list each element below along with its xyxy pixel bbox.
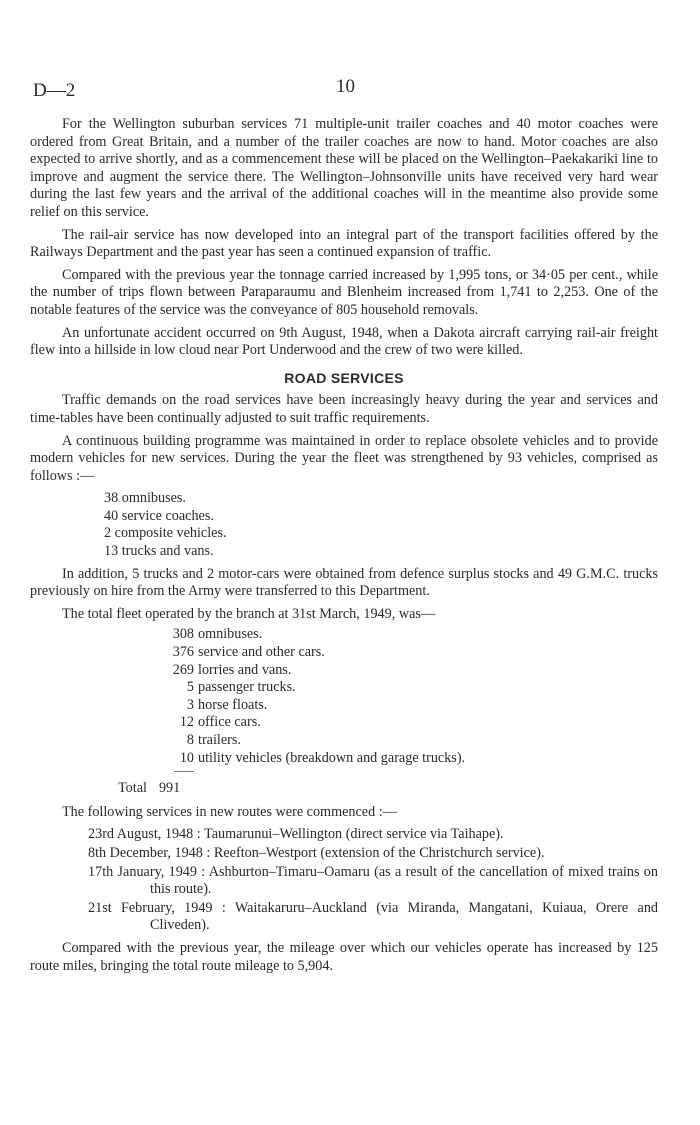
list-item: [88, 845, 658, 863]
fleet-count: 3: [186, 696, 194, 713]
paragraph-building-programme: A continuous building programme was maintained in order to replace obsolete vehicles and to provide modern vehicles for new services. During the year the fleet was strengthened by 93 vehicles, comprised as follows :—: [30, 432, 658, 484]
fleet-count: 269: [172, 661, 194, 678]
fleet-count: 10: [179, 749, 194, 766]
paragraph-traffic-demands: Traffic demands on the road services have been increasingly heavy during the year and services and time-tables have been continually adjusted to suit traffic requirements.: [30, 392, 658, 426]
list-item: [172, 626, 658, 644]
list-item: 40 service coaches.: [104, 507, 214, 524]
list-item: [172, 662, 658, 680]
fleet-label: omnibuses.: [198, 626, 263, 643]
paragraph-route-mileage: Compared with the previous year, the mileage over which our vehicles operate has increased by 125 route miles, bringing the total route mileage to 5,904.: [30, 939, 658, 974]
fleet-additions-list: [104, 490, 658, 560]
document-code: D—2: [33, 80, 76, 101]
page-body: [30, 116, 658, 980]
fleet-label: trailers.: [198, 732, 241, 748]
paragraph-total-fleet: The total fleet operated by the branch at 31st March, 1949, was—: [62, 605, 436, 622]
fleet-count: 376: [172, 644, 194, 661]
total-fleet-list: [172, 626, 658, 767]
paragraph-rail-air-service: The rail-air service has now developed into an integral part of the transport facilities offered by the Railways Department and the past year has seen a continued expansion of traffic.: [30, 226, 658, 261]
paragraph-rail-air-tonnage: Compared with the previous year the tonnage carried increased by 1,995 tons, or 34·05 per cent., while the number of trips flown between Paraparaumu and Blenheim increased from 1,741 to 2,253. One of the notable features of the service was the conveyance of 805 household removals.: [30, 266, 658, 318]
paragraph-new-routes-intro: The following services in new routes were commenced :—: [62, 803, 397, 820]
list-item: [172, 644, 658, 662]
list-item: 38 omnibuses.: [104, 490, 186, 507]
list-item: [172, 714, 658, 732]
route-date: 8th December, 1948 :: [88, 844, 211, 861]
route-date: 21st February, 1949 :: [88, 899, 226, 916]
list-item: [88, 826, 658, 844]
total-divider: [174, 771, 194, 780]
fleet-count: 8: [186, 732, 194, 748]
fleet-total: [118, 780, 658, 798]
list-item: [172, 750, 658, 768]
list-item: [88, 864, 658, 899]
route-date: 17th January, 1949 :: [88, 863, 206, 880]
route-description: Waitakaruru–Auckland (via Miranda, Mangatani, Kuiaua, Orere and Cliveden).: [150, 899, 659, 934]
fleet-label: office cars.: [198, 714, 261, 731]
fleet-label: service and other cars.: [198, 644, 325, 661]
paragraph-defence-surplus: In addition, 5 trucks and 2 motor-cars were obtained from defence surplus stocks and 49 G.M.C. trucks previously on hire from the Army were transferred to this Department.: [30, 565, 658, 600]
fleet-count: 308: [172, 626, 194, 643]
list-item: 13 trucks and vans.: [104, 543, 214, 560]
new-routes-list: [30, 826, 658, 935]
list-item: [88, 900, 658, 935]
list-item: 2 composite vehicles.: [104, 525, 227, 542]
total-label: Total: [118, 780, 147, 797]
fleet-count: 12: [179, 714, 194, 731]
route-description: Reefton–Westport (extension of the Christchurch service).: [213, 844, 545, 861]
fleet-label: passenger trucks.: [198, 679, 296, 696]
route-description: Ashburton–Timaru–Oamaru (as a result of the cancellation of mixed trains on this route).: [150, 863, 658, 898]
page-number: 10: [336, 76, 355, 97]
list-item: [172, 697, 658, 715]
fleet-label: lorries and vans.: [198, 661, 292, 678]
paragraph-rail-air-accident: An unfortunate accident occurred on 9th August, 1948, when a Dakota aircraft carrying rail-air freight flew into a hillside in low cloud near Port Underwood and the crew of two were killed.: [30, 324, 658, 359]
route-description: Taumarunui–Wellington (direct service via Taihape).: [204, 826, 504, 843]
list-item: [172, 732, 658, 750]
fleet-label: utility vehicles (breakdown and garage trucks).: [198, 749, 466, 766]
fleet-count: 5: [186, 679, 194, 696]
paragraph-suburban-coaches: For the Wellington suburban services 71 multiple-unit trailer coaches and 40 motor coaches were ordered from Great Britain, and a number of the trailer coaches are now to hand. Motor coaches are also expected to arrive shortly, and as a commencement these will be placed on the Wellington–Paekakariki line to improve and augment the service there. The Wellington–Johnsonville units have received very hard wear during the last few years and the arrival of the additional coaches will in the meantime also provide some relief on this service.: [30, 116, 658, 220]
total-value: 991: [158, 780, 181, 797]
list-item: [172, 679, 658, 697]
fleet-label: horse floats.: [198, 696, 268, 713]
section-heading-road-services: ROAD SERVICES: [284, 369, 404, 386]
route-date: 23rd August, 1948 :: [88, 826, 201, 843]
